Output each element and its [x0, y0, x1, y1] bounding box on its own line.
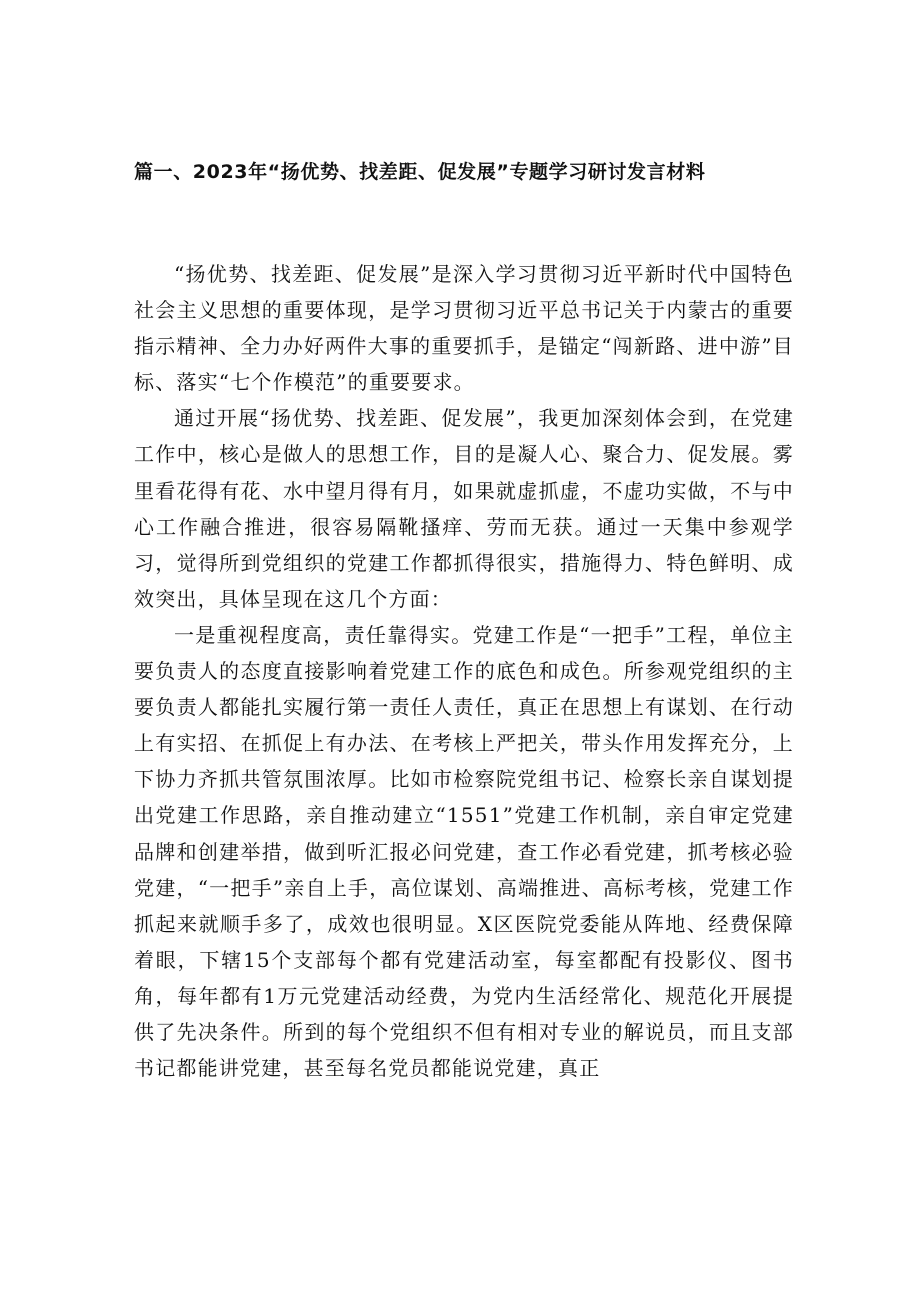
- paragraph-intro: “扬优势、找差距、促发展”是深入学习贯彻习近平新时代中国特色社会主义思想的重要体现，是学习贯彻习近平总书记关于内蒙古的重要指示精神、全力办好两件大事的重要抓手，是锚定“闯新路、进中游”目标、落实“七个作模范”的重要要求。: [134, 262, 794, 395]
- document-title: 篇一、2023年“扬优势、找差距、促发展”专题学习研讨发言材料: [134, 161, 706, 183]
- paragraph-experience: 通过开展“扬优势、找差距、促发展”，我更加深刻体会到，在党建工作中，核心是做人的思想工作，目的是凝人心、聚合力、促发展。雾里看花得有花、水中望月得有月，如果就虚抓虚，不虚功实做，不与中心工作融合推进，很容易隔靴搔痒、劳而无获。通过一天集中参观学习，觉得所到党组织的党建工作都抓得很实，措施得力、特色鲜明、成效突出，具体呈现在这几个方面：: [134, 406, 794, 611]
- document-body: [134, 256, 794, 1086]
- paragraph-point-one: 一是重视程度高，责任靠得实。党建工作是“一把手”工程，单位主要负责人的态度直接影响着党建工作的底色和成色。所参观党组织的主要负责人都能扎实履行第一责任人责任，真正在思想上有谋划、在行动上有实招、在抓促上有办法、在考核上严把关，带头作用发挥充分，上下协力齐抓共管氛围浓厚。比如市检察院党组书记、检察长亲自谋划提出党建工作思路，亲自推动建立“1551”党建工作机制，亲自审定党建品牌和创建举措，做到听汇报必问党建，查工作必看党建，抓考核必验党建，“一把手”亲自上手，高位谋划、高端推进、高标考核，党建工作抓起来就顺手多了，成效也很明显。X区医院党委能从阵地、经费保障着眼，下辖15个支部每个都有党建活动室，每室都配有投影仪、图书角，每年都有1万元党建活动经费，为党内生活经常化、规范化开展提供了先决条件。所到的每个党组织不但有相对专业的解说员，而且支部书记都能讲党建，甚至每名党员都能说党建，真正: [134, 622, 794, 1081]
